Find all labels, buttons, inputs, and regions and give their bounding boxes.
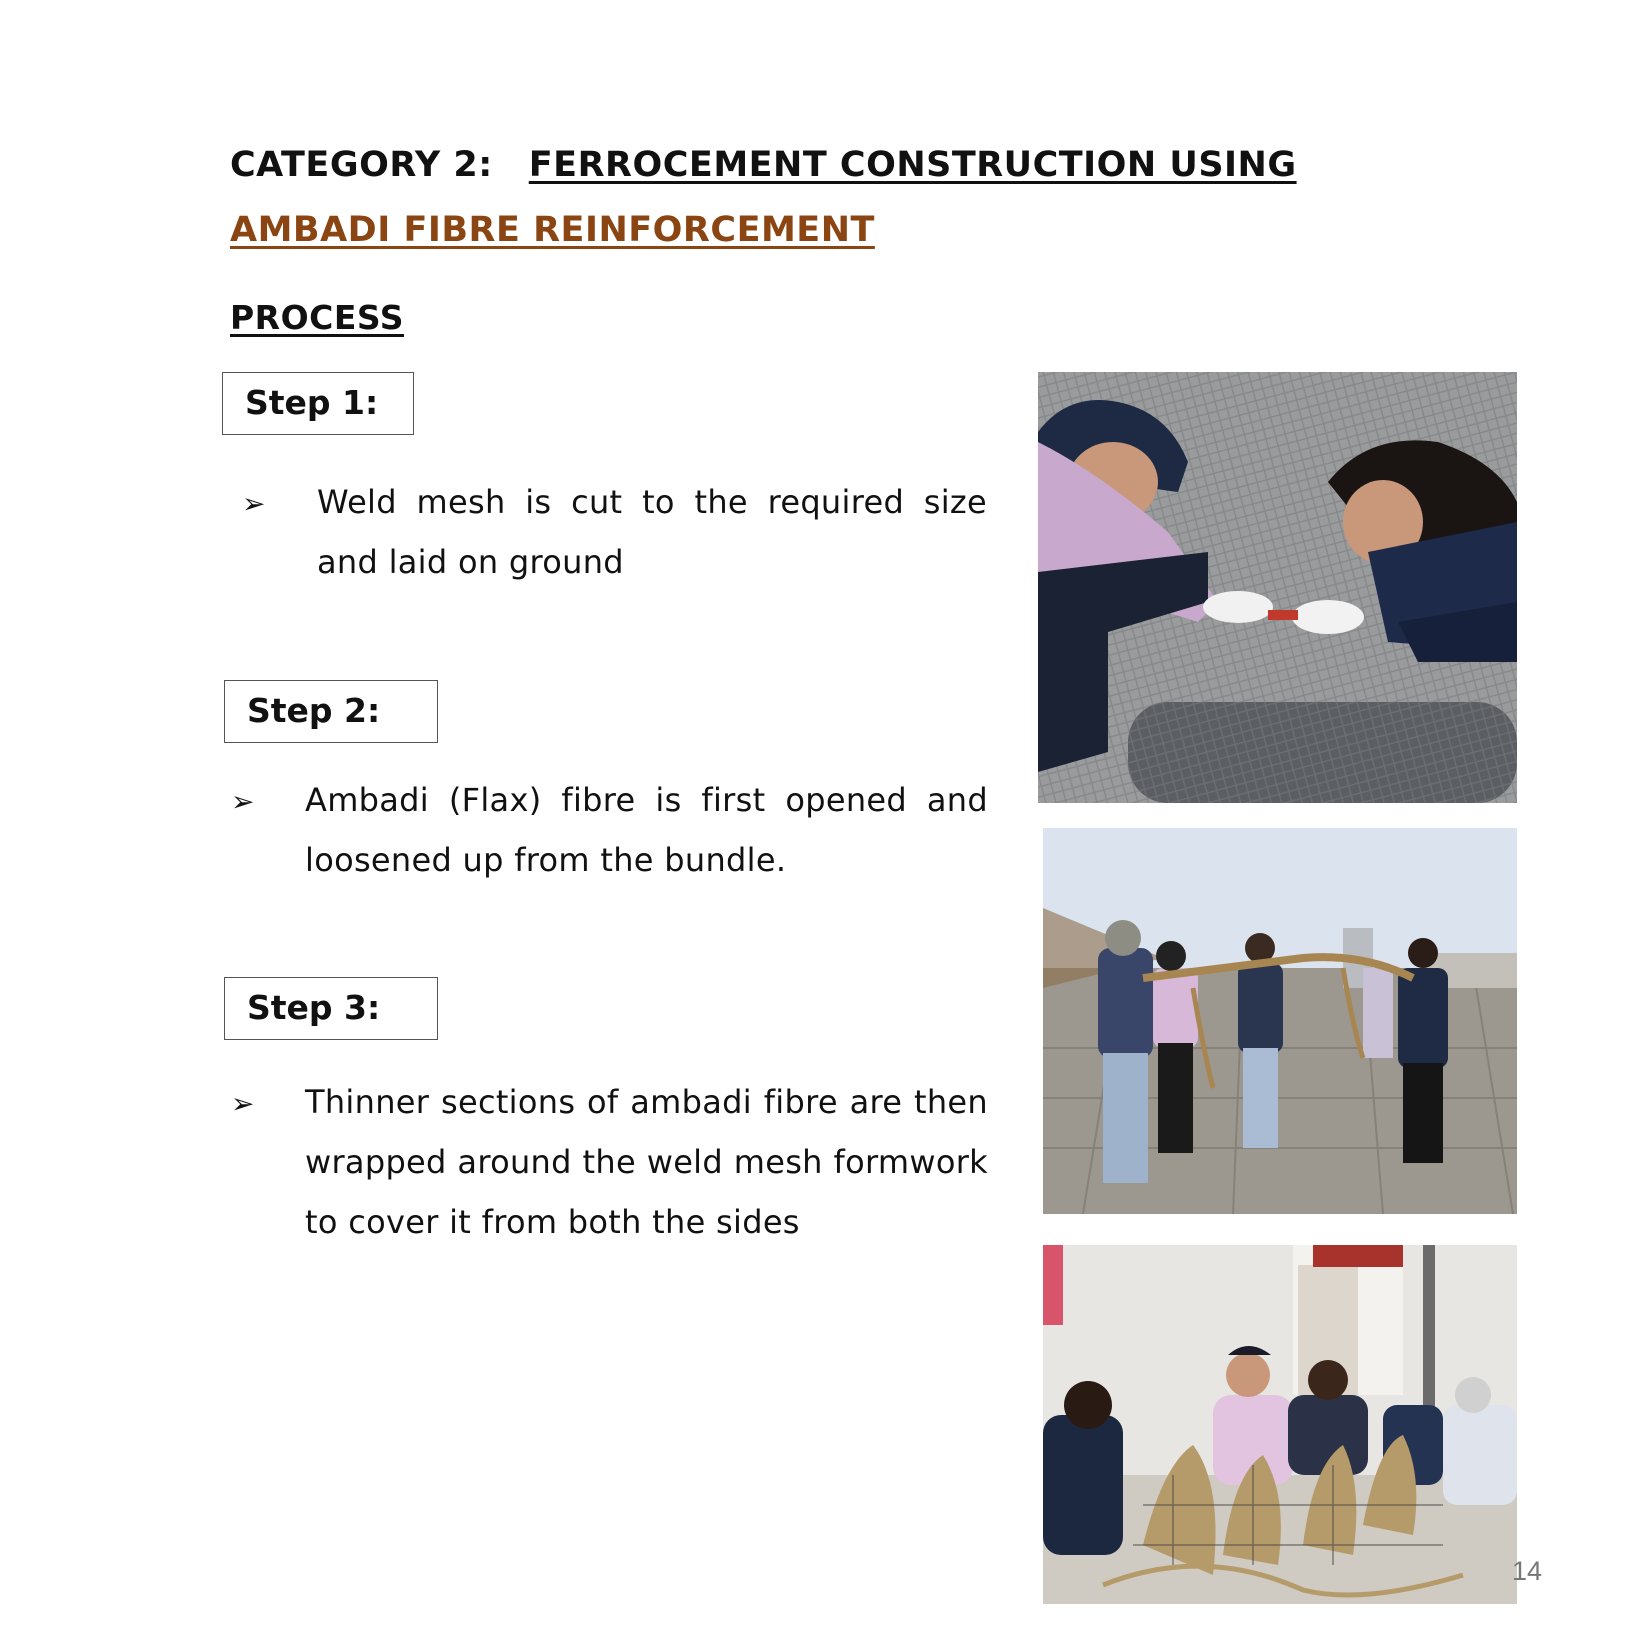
- title-line-2: AMBADI FIBRE REINFORCEMENT: [230, 210, 875, 250]
- step-1-text: Weld mesh is cut to the required size and laid on ground: [317, 483, 987, 581]
- step-3-text: Thinner sections of ambadi fibre are then wrapped around the weld mesh formwork to cover it from both the sides: [305, 1083, 988, 1241]
- page-number: 14: [1512, 1556, 1543, 1586]
- section-title: PROCESS: [230, 298, 404, 337]
- title-line-1: FERROCEMENT CONSTRUCTION USING: [528, 145, 1297, 185]
- bullet-arrow-icon: ➢: [242, 487, 266, 520]
- document-title: [230, 145, 1297, 185]
- step-3-label: Step 3:: [224, 977, 438, 1040]
- photo-two-women-cutting-weld-mesh: [1038, 372, 1517, 803]
- step-2-label: Step 2:: [224, 680, 438, 743]
- step-2-text: Ambadi (Flax) fibre is first opened and loosened up from the bundle.: [305, 781, 988, 879]
- step-1-label: Step 1:: [222, 372, 414, 435]
- bullet-arrow-icon: ➢: [231, 1087, 255, 1120]
- photo-group-stretching-fibre-on-terrace: [1043, 828, 1517, 1214]
- photo-group-wrapping-fibre-on-mesh: [1043, 1245, 1517, 1604]
- category-label: CATEGORY 2:: [230, 145, 493, 185]
- bullet-arrow-icon: ➢: [231, 785, 255, 818]
